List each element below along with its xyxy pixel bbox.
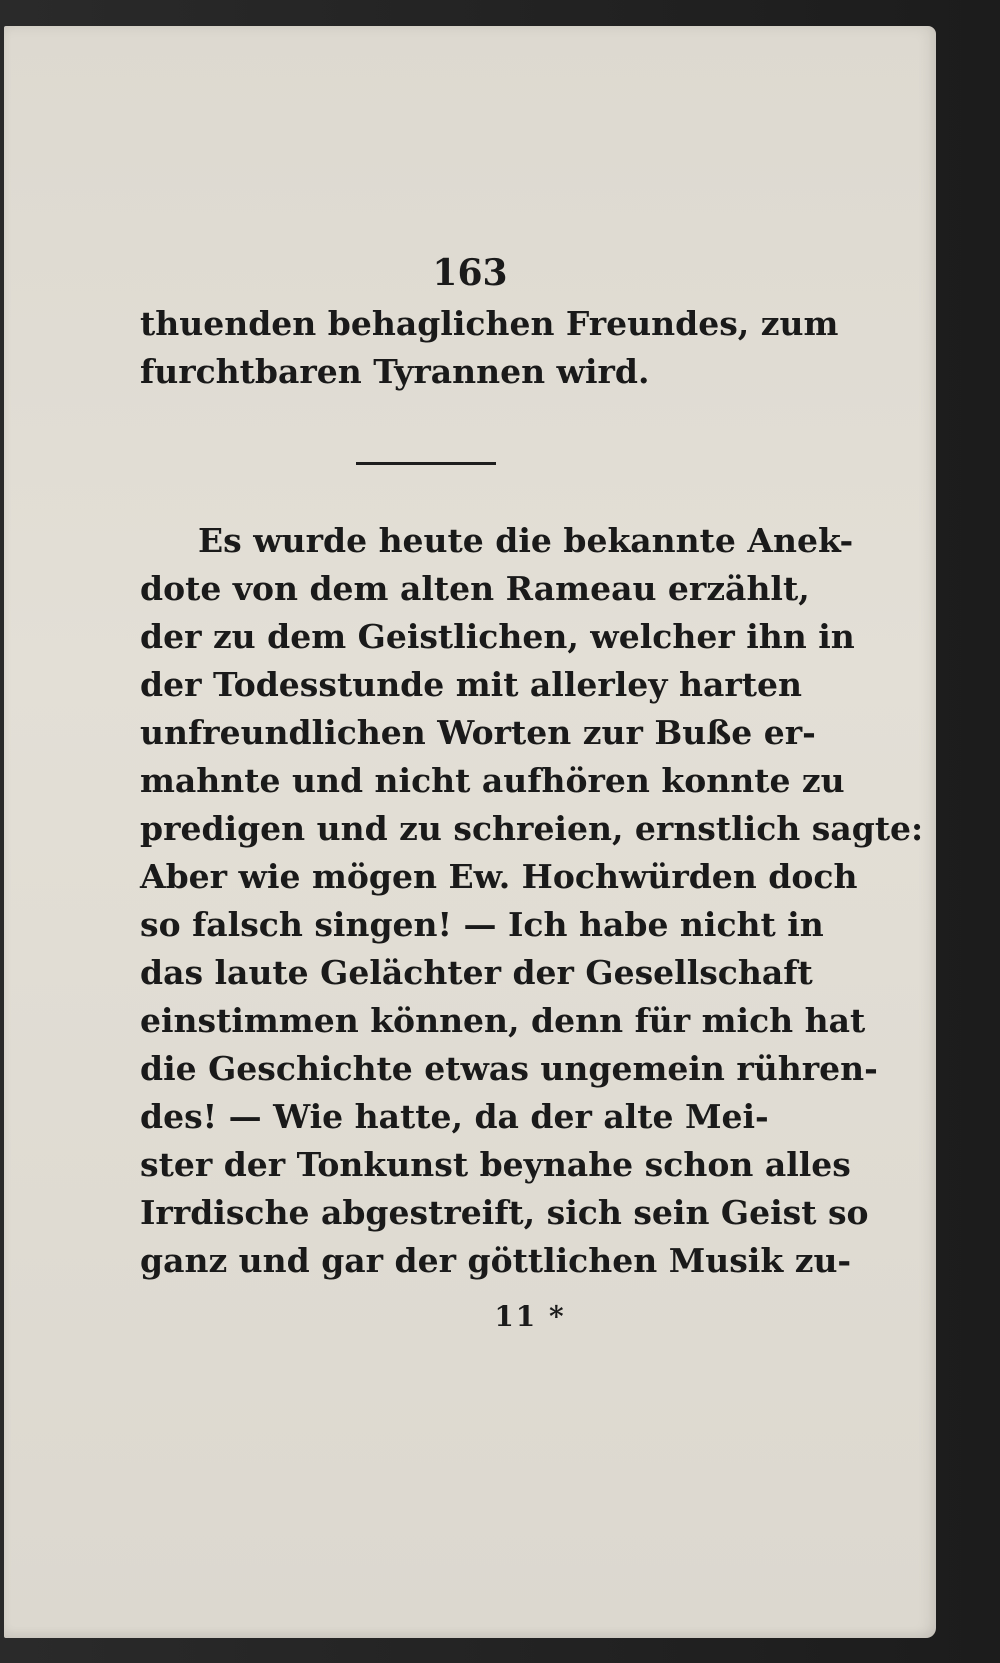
text-line: Irrdische abgestreift, sich sein Geist so — [140, 1193, 869, 1232]
page-number: 163 — [432, 252, 508, 294]
text-line: das laute Gelächter der Gesellschaft — [140, 953, 813, 992]
paragraph — [140, 517, 924, 1285]
text-line: der zu dem Geistlichen, welcher ihn in — [140, 617, 855, 656]
text-line: die Geschichte etwas ungemein rühren- — [140, 1049, 878, 1088]
section-divider — [356, 462, 496, 465]
text-line: mahnte und nicht aufhören konnte zu — [140, 761, 845, 800]
text-line: so falsch singen! — Ich habe nicht in — [140, 905, 824, 944]
text-line: furchtbaren Tyrannen wird. — [140, 352, 650, 391]
signature-mark: 11 * — [494, 1300, 566, 1333]
text-line: predigen und zu schreien, ernstlich sagte: — [140, 809, 924, 848]
text-line: der Todesstunde mit allerley harten — [140, 665, 802, 704]
text-line: ganz und gar der göttlichen Musik zu- — [140, 1241, 852, 1280]
text-line: Es wurde heute die bekannte Anek- — [198, 521, 854, 560]
text-line: thuenden behaglichen Freundes, zum — [140, 304, 839, 343]
text-line: des! — Wie hatte, da der alte Mei- — [140, 1097, 769, 1136]
text-line: dote von dem alten Rameau erzählt, — [140, 569, 810, 608]
text-line: ster der Tonkunst beynahe schon alles — [140, 1145, 851, 1184]
text-line: einstimmen können, denn für mich hat — [140, 1001, 866, 1040]
continuation-text — [140, 300, 839, 396]
text-line: Aber wie mögen Ew. Hochwürden doch — [140, 857, 858, 896]
text-line: unfreundlichen Worten zur Buße er- — [140, 713, 816, 752]
